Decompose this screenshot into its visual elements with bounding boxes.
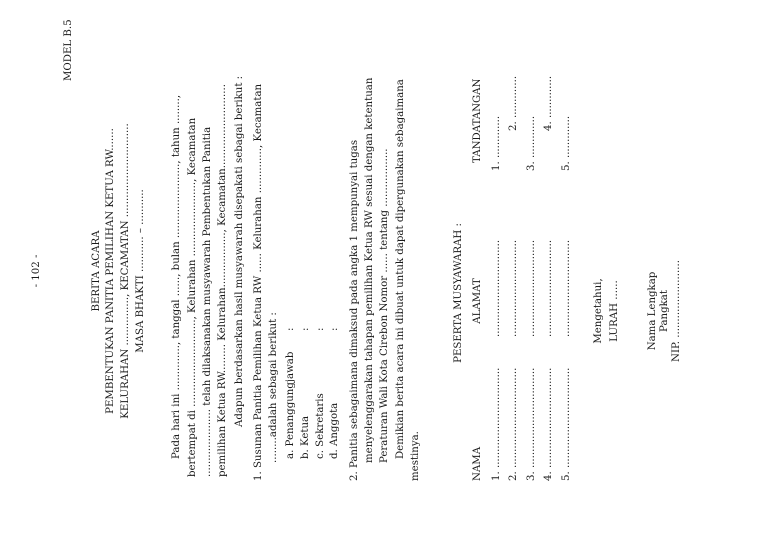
- alamat-row-1: ..............................: [491, 239, 502, 337]
- page-number: - 102 -: [31, 254, 42, 288]
- alamat-row-5: ..............................: [561, 239, 572, 337]
- nama-row-5: 5. ...............................: [561, 367, 572, 481]
- para1-line1: Pada hari ini .............., tanggal ......, bulan ......................., tahun ........,: [171, 94, 182, 459]
- item2-line3: Peraturan Wali Kota Cirebon Nomor ...... tentang ..................: [379, 148, 390, 463]
- para1-line3: ..................... telah dilaksanakan musyawarah Pembentukan Panitia: [202, 126, 213, 477]
- doc-masa-bhakti-line: MASA BHAKTI ........... – ...........: [135, 189, 146, 353]
- ttd-row-1: 1. .............: [491, 115, 502, 171]
- item1-line1: 1. Susunan Panitia Pemilihan Ketua RW ...... Kelurahan .............., Kecamatan: [253, 83, 264, 481]
- mengetahui-label: Mengetahui,: [593, 278, 604, 344]
- ttd-row-2: 2. .............: [508, 75, 519, 131]
- nama-row-2: 2. ...............................: [508, 367, 519, 481]
- model-label: MODEL B.5: [63, 19, 74, 81]
- para1-line2: bertempat di ..........................., Kelurahan ......................., Kecamatan: [187, 117, 198, 477]
- role-colon: :: [329, 327, 340, 331]
- role-ketua: b. Ketua: [300, 415, 311, 459]
- ttd-row-5: 5. .............: [561, 115, 572, 171]
- role-colon: :: [315, 327, 326, 331]
- item2-line2: menyelenggarakan tahapan pemilihan Ketua RW sesuai dengan ketentuan: [364, 77, 375, 463]
- alamat-row-2: ..............................: [508, 239, 519, 337]
- col-header-alamat: ALAMAT: [472, 278, 483, 324]
- role-penanggungjawab: a. Penanggungjawab: [285, 351, 296, 459]
- role-colon: :: [300, 327, 311, 331]
- alamat-row-3: ..............................: [526, 239, 537, 337]
- para2-line1: Adapun berdasarkan hasil musyawarah disepakati sebagai berikut :: [234, 75, 245, 427]
- role-anggota: d. Anggota: [329, 402, 340, 459]
- lurah-label: LURAH ......: [609, 280, 620, 342]
- item2-line1: 2. Panitia sebagaimana dimaksud pada angka 1 mempunyai tugas: [349, 139, 360, 481]
- col-header-nama: NAMA: [472, 446, 483, 481]
- col-header-tandatangan: TANDATANGAN: [472, 78, 483, 163]
- ttd-row-3: 3. .............: [526, 115, 537, 171]
- item1-line2: ........adalah sebagai berikut :: [268, 312, 279, 463]
- nama-row-3: 3. ...............................: [526, 367, 537, 481]
- pangkat-label: Pangkat: [659, 290, 670, 332]
- nama-row-4: 4. ...............................: [543, 367, 554, 481]
- participants-title: PESERTA MUSYAWARAH :: [453, 223, 464, 363]
- para1-line4: pemilihan Ketua RW......... Kelurahan................., Kecamatan..........................: [217, 84, 228, 477]
- doc-title: BERITA ACARA: [91, 230, 102, 312]
- role-colon: :: [285, 327, 296, 331]
- closing-line2: mestinya.: [410, 431, 421, 481]
- nama-row-1: 1. ...............................: [491, 367, 502, 481]
- doc-subtitle: PEMBENTUKAN PANITIA PEMILIHAN KETUA RW.......: [105, 128, 116, 414]
- alamat-row-4: ..............................: [543, 239, 554, 337]
- role-sekretaris: c. Sekretaris: [315, 393, 326, 459]
- closing-line1: Demikian berita acara ini dibuat untuk dapat dipergunakan sebagaimana: [395, 79, 406, 459]
- ttd-row-4: 4. .............: [543, 75, 554, 131]
- doc-kelurahan-line: KELURAHAN ..............., KECAMATAN .............................: [120, 123, 131, 419]
- nip-label: NIP. ........................: [671, 260, 682, 362]
- nama-lengkap-label: Nama Lengkap: [647, 271, 658, 351]
